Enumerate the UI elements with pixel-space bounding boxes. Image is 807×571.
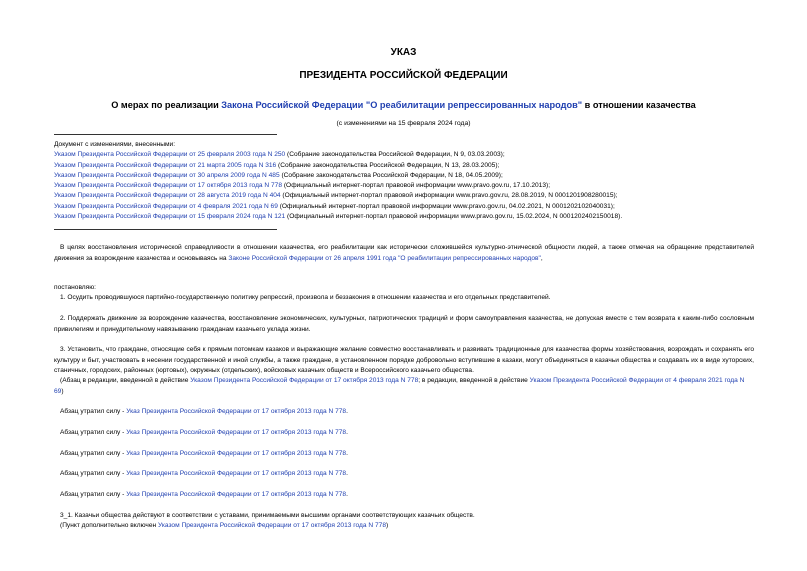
note-text: (Пункт дополнительно включен bbox=[60, 522, 158, 529]
history-item bbox=[54, 202, 622, 212]
doc-issuer-title: ПРЕЗИДЕНТА РОССИЙСКОЙ ФЕДЕРАЦИИ bbox=[299, 70, 508, 81]
history-item-note: (Собрание законодательства Российской Федерации, N 9, 03.03.2003); bbox=[285, 151, 505, 159]
subject-law-link[interactable]: Закона Российской Федерации "О реабилитации репрессированных народов" bbox=[221, 100, 583, 110]
history-item-link[interactable]: Указом Президента Российской Федерации от 17 октября 2013 года N 778 bbox=[54, 182, 283, 190]
history-item bbox=[54, 212, 622, 222]
history-item-link[interactable]: Указом Президента Российской Федерации от 15 февраля 2024 года N 121 bbox=[54, 213, 286, 221]
history-item-note: (Официальный интернет-портал правовой информации www.pravo.gov.ru, 04.02.2021, N 0001202102040031); bbox=[277, 202, 615, 210]
subject-suffix: в отношении казачества bbox=[582, 100, 696, 110]
lost-force-dot: . bbox=[346, 408, 348, 415]
lost-force-paragraph bbox=[54, 469, 754, 480]
history-item bbox=[54, 191, 622, 201]
note-text: ) bbox=[61, 387, 64, 395]
lost-force-dot: . bbox=[346, 450, 348, 457]
preamble-tail: , bbox=[540, 254, 543, 262]
subject-prefix: О мерах по реализации bbox=[111, 100, 222, 110]
history-item-link[interactable]: Указом Президента Российской Федерации от 25 февраля 2003 года N 250 bbox=[54, 151, 286, 159]
clause-2 bbox=[54, 314, 754, 335]
changes-note: (с изменениями на 15 февраля 2024 года) bbox=[336, 120, 471, 127]
preamble-law-link[interactable]: Законе Российской Федерации от 26 апреля 1991 года "О реабилитации репрессированных народов" bbox=[228, 254, 541, 262]
history-item-link[interactable]: Указом Президента Российской Федерации от 30 апреля 2009 года N 485 bbox=[54, 171, 280, 179]
clause-3-1-note-link[interactable]: Указом Президента Российской Федерации от 17 октября 2013 года N 778 bbox=[157, 522, 386, 529]
history-item-link[interactable]: Указом Президента Российской Федерации от 21 марта 2005 года N 316 bbox=[54, 161, 277, 169]
history-item-link[interactable]: Указом Президента Российской Федерации от 28 августа 2019 года N 404 bbox=[54, 192, 281, 200]
history-item-note: (Собрание законодательства Российской Федерации, N 18, 04.05.2009); bbox=[279, 171, 503, 179]
clause-2-text: 2. Поддержать движение за возрождение казачества, восстановление экономических, культурных, патриотических традиций и форм самоуправления казачества, не допуская вместе с тем возврата к каким-либо сословным привилегиям и принудительному навязыванию гражданам казачьего уклада жизни. bbox=[54, 315, 754, 333]
history-item-note: (Официальный интернет-портал правовой информации www.pravo.gov.ru, 28.08.2019, N 0001201908280015); bbox=[280, 192, 618, 200]
lost-force-paragraph bbox=[54, 490, 754, 501]
lost-force-dot: . bbox=[346, 429, 348, 436]
history-item bbox=[54, 171, 622, 181]
doc-type-title: УКАЗ bbox=[390, 47, 417, 58]
note-text: (Абзац в редакции, введенной в действие bbox=[60, 377, 191, 384]
note-text: ; в редакции, введенной в действие bbox=[418, 377, 530, 384]
clause-3-text: 3. Установить, что граждане, относящие себя к прямым потомкам казаков и выражающие желание совместно восстанавливать и развивать традиционные для казачества формы хозяйствования, возрождать и сохранять его культуру и быт, участвовать в несении государственной и иной службы, а также граждане, в установленном порядке добровольно вступившие в казаки, могут объединяться в казачьи общества и создавать их в виде хуторских, станичных, городских, районных (юртовых), окружных (отдельских), войсковых казачьих обществ и Всероссийского казачьего общества. bbox=[54, 346, 754, 374]
clause-3 bbox=[54, 345, 754, 377]
lost-force-paragraph bbox=[54, 407, 754, 418]
lost-force-link[interactable]: Указ Президента Российской Федерации от 17 октября 2013 года N 778 bbox=[126, 450, 347, 457]
note-text: ) bbox=[386, 522, 389, 529]
history-item bbox=[54, 150, 622, 160]
lost-force-paragraph bbox=[54, 428, 754, 439]
lost-force-dot: . bbox=[346, 470, 348, 477]
lost-force-dot: . bbox=[346, 491, 348, 498]
note-link-2013[interactable]: Указом Президента Российской Федерации от 17 октября 2013 года N 778 bbox=[190, 377, 419, 384]
change-history-list bbox=[54, 140, 622, 222]
history-top-divider bbox=[54, 134, 277, 135]
history-bottom-divider bbox=[54, 229, 277, 230]
clause-3-edition-note bbox=[54, 376, 754, 397]
decree-word: постановляю: bbox=[54, 284, 97, 291]
lost-force-text: Абзац утратил силу - bbox=[60, 429, 127, 436]
lost-force-text: Абзац утратил силу - bbox=[60, 408, 127, 415]
lost-force-text: Абзац утратил силу - bbox=[60, 470, 127, 477]
lost-force-paragraph bbox=[54, 449, 754, 460]
history-item-note: (Собрание законодательства Российской Федерации, N 13, 28.03.2005); bbox=[276, 161, 500, 169]
lost-force-link[interactable]: Указ Президента Российской Федерации от 17 октября 2013 года N 778 bbox=[126, 408, 347, 415]
history-intro: Документ с изменениями, внесенными: bbox=[54, 141, 176, 148]
lost-force-text: Абзац утратил силу - bbox=[60, 450, 127, 457]
lost-force-link[interactable]: Указ Президента Российской Федерации от 17 октября 2013 года N 778 bbox=[126, 491, 347, 498]
history-item-note: (Официальный интернет-портал правовой информации www.pravo.gov.ru, 15.02.2024, N 0001202402150018). bbox=[285, 213, 623, 221]
preamble-text: В целях восстановления исторической справедливости в отношении казачества, его реабилитации как исторически сложившейся культурно-этнической общности людей, а также отмечая на обращение представителей движения за возрождение казачества и основываясь на bbox=[54, 244, 754, 262]
clause-3-1: 3_1. Казачьи общества действуют в соответствии с уставами, принимаемыми высшими органами соответствующих казачьих обществ. bbox=[60, 512, 475, 519]
lost-force-text: Абзац утратил силу - bbox=[60, 491, 127, 498]
clause-3-1-note bbox=[54, 521, 754, 532]
note-link-2021[interactable]: Указом Президента Российской Федерации от 4 февраля 2021 года N 69 bbox=[54, 377, 745, 395]
lost-force-link[interactable]: Указ Президента Российской Федерации от 17 октября 2013 года N 778 bbox=[126, 470, 347, 477]
lost-force-link[interactable]: Указ Президента Российской Федерации от 17 октября 2013 года N 778 bbox=[126, 429, 347, 436]
history-item-link[interactable]: Указом Президента Российской Федерации от 4 февраля 2021 года N 69 bbox=[54, 202, 278, 210]
clause-1: 1. Осудить проводившуюся партийно-государственную политику репрессий, произвола и беззакония в отношении казачества и его отдельных представителей. bbox=[60, 294, 551, 301]
history-item bbox=[54, 161, 622, 171]
preamble-paragraph bbox=[54, 243, 754, 264]
doc-subject-title bbox=[0, 100, 807, 110]
history-item bbox=[54, 181, 622, 191]
history-item-note: (Официальный интернет-портал правовой информации www.pravo.gov.ru, 17.10.2013); bbox=[282, 182, 551, 190]
